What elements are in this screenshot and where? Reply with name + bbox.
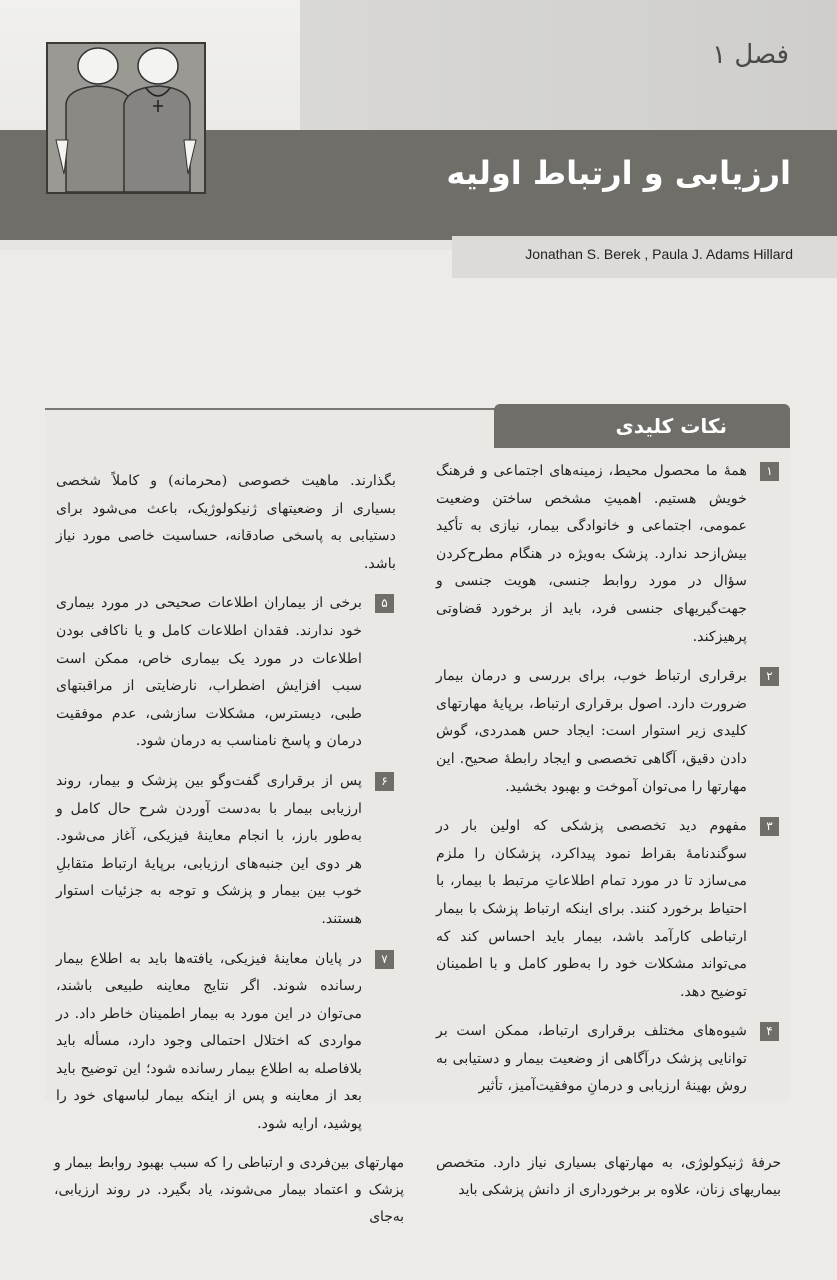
key-point-text: مفهوم دید تخصصی پزشکی که اولین بار در سوگندنامهٔ بقراط نمود پیداکرد، پزشکان را ملزم می‌سازد تا در مورد تمام اطلاعاتِ مرتبط با بیمار، با احتیاط برخورد کنند. برای اینکه ارتباط پزشک با بیمار ارتباطی کارآمد باشد، بیمار باید احساس کند که می‌تواند مشکلات خود را به‌طور کامل و با اطمینان توضیح دهد. bbox=[436, 818, 747, 1000]
key-point-number: ۵ bbox=[375, 594, 394, 613]
key-point-text: همهٔ ما محصول محیط، زمینه‌های اجتماعی و فرهنگ خویش هستیم. اهمیتِ مشخص ساختن وضعیت عمومی، اجتماعی و خانوادگی بیمار، نیازی به تأکید بیش‌ازحد ندارد. پزشک به‌ویژه در هنگام مطرح‌کردن سؤال در مورد روابط جنسی، هویت جنسی و جهت‌گیریهای جنسی فرد، باید از برخورد قضاوتی پرهیزکند. bbox=[436, 463, 747, 645]
key-point bbox=[56, 946, 396, 1139]
chapter-illustration bbox=[46, 42, 206, 194]
key-points-title: نکات کلیدی bbox=[615, 414, 727, 438]
key-point-text: پس از برقراری گفت‌وگو بین پزشک و بیمار، روند ارزیابی بیمار با به‌دست آوردن شرح حال کامل و به‌طور بارز، با انجام معاینهٔ فیزیکی، آغاز می‌شود. هر دوی این جنبه‌های ارزیابی، برپایهٔ ارتباط متقابلِ خوب بین بیمار و پزشک و توجه به جزئیات استوار هستند. bbox=[56, 772, 362, 927]
key-point-continuation: بگذارند. ماهیت خصوصی (محرمانه) و کاملاً شخصی بسیاری از وضعیتهای ژنیکولوژیک، باعث می‌شود برای دستیابی به پاسخی صادقانه، حساسیت خاصی مورد نیاز باشد. bbox=[56, 473, 396, 572]
key-point-text: برقراری ارتباط خوب، برای بررسی و درمان بیمار ضرورت دارد. اصول برقراری ارتباط، برپایهٔ مهارتهای کلیدی زیر استوار است: ایجاد حس همدردی، گوش دادن دقیق، آگاهی تخصصی و ایجاد رابطهٔ صحیح. این مهارتها را می‌توان آموخت و بهبود بخشید. bbox=[436, 668, 747, 795]
key-point-text: برخی از بیماران اطلاعات صحیحی در مورد بیماری خود ندارند. فقدان اطلاعات کامل و یا ناکافی بودن اطلاعات در مورد یک بیماری خاص، ممکن است سبب افزایش اضطراب، نارضایتی از مراقبتهای طبی، دیسترس، مشکلات سازشی، عدم موفقیت درمان و پاسخ نامناسب به درمان شود. bbox=[56, 595, 362, 750]
key-point-number: ۶ bbox=[375, 772, 394, 791]
key-points-right-column bbox=[436, 458, 781, 1113]
key-point bbox=[436, 813, 781, 1006]
key-point-number: ۲ bbox=[760, 667, 779, 686]
body-text-left: مهارتهای بین‌فردی و ارتباطی را که سبب بهبود روابط بیمار و پزشک و اعتماد بیمار می‌شوند، یاد بگیرد. در روند ارزیابی، به‌جای bbox=[54, 1155, 404, 1225]
key-point-number: ۴ bbox=[760, 1022, 779, 1041]
key-point bbox=[436, 1018, 781, 1101]
chapter-label: فصل ۱ bbox=[712, 40, 789, 70]
key-point-number: ۳ bbox=[760, 817, 779, 836]
key-point-number: ۷ bbox=[375, 950, 394, 969]
key-point-text: شیوه‌های مختلف برقراری ارتباط، ممکن است بر توانایی پزشک درآگاهی از وضعیت بیمار و دستیابی به روش بهینهٔ ارزیابی و درمانِ موفقیت‌آمیز، تأثیر bbox=[436, 1023, 747, 1095]
key-point bbox=[436, 458, 781, 651]
chapter-title: ارزیابی و ارتباط اولیه bbox=[446, 154, 791, 192]
key-point-number: ۱ bbox=[760, 462, 779, 481]
key-point-text: در پایان معاینهٔ فیزیکی، یافته‌ها باید به اطلاع بیمار رسانده شوند. اگر نتایج معاینه طبیعی باشند، می‌توان در این مورد به بیمار اطمینان خاطر داد. در مواردی که اختلال احتمالی وجود دارد، مسأله باید بلافاصله به اطلاع بیمار رسانده شود؛ این توضیح باید بعد از معاینه و پس از اینکه بیمار لباسهای خود را پوشید، ارایه شود. bbox=[56, 950, 362, 1133]
key-points-left-column bbox=[56, 468, 396, 1151]
figures-illustration-icon bbox=[48, 44, 204, 192]
key-point bbox=[56, 590, 396, 756]
body-text-right: حرفهٔ ژنیکولوژی، به مهارتهای بسیاری نیاز دارد. متخصص بیماریهای زنان، علاوه بر برخورداری از دانش پزشکی باید bbox=[436, 1155, 781, 1198]
key-point bbox=[436, 663, 781, 801]
key-point bbox=[56, 768, 396, 934]
authors: Jonathan S. Berek , Paula J. Adams Hillard bbox=[525, 246, 793, 262]
